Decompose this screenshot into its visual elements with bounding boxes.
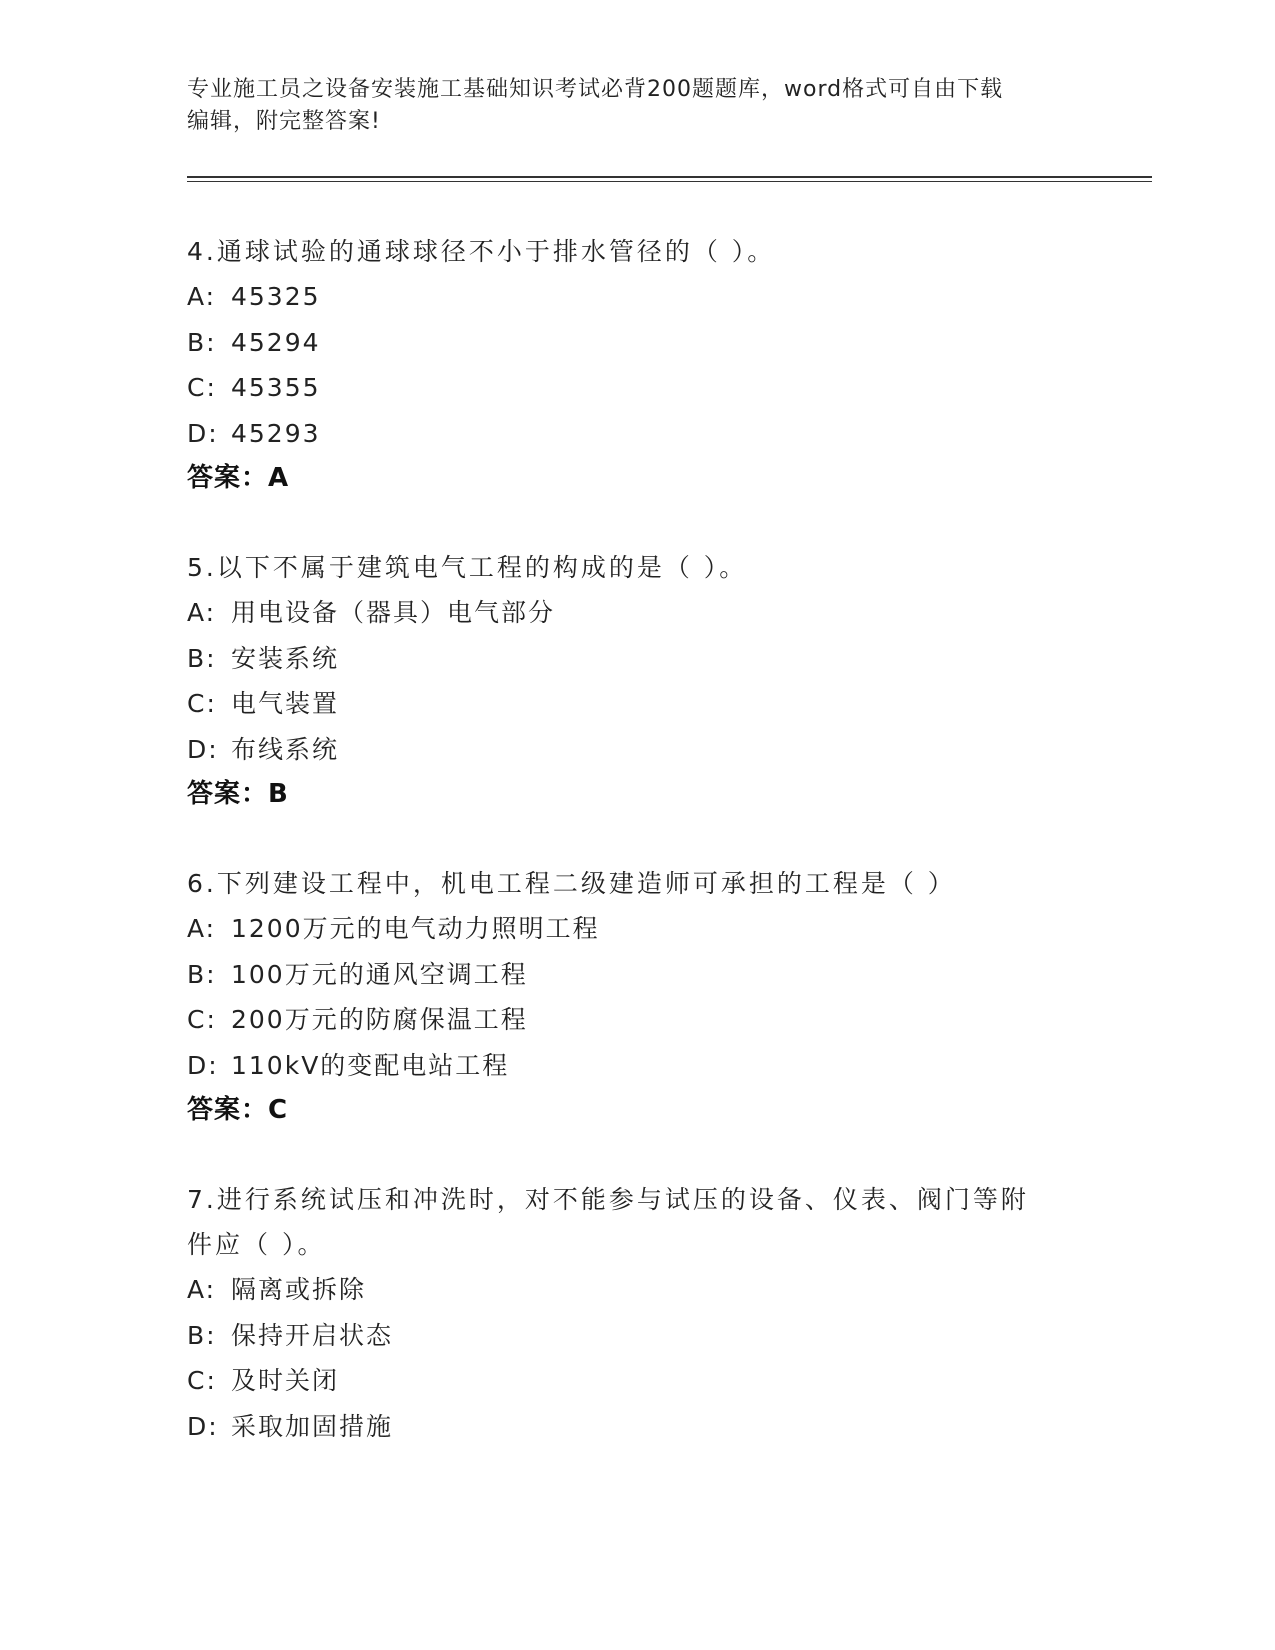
- option-letter: B:: [187, 959, 217, 989]
- option-letter: D:: [187, 1411, 219, 1441]
- header-divider-thick: [187, 176, 1152, 178]
- option-letter: C:: [187, 373, 217, 402]
- option-a: [187, 274, 1067, 320]
- answer-label: 答案：A: [187, 463, 290, 493]
- document-header: [187, 74, 1067, 138]
- option-text: 布线系统: [231, 734, 340, 764]
- question-5: [187, 546, 1067, 816]
- option-letter: B:: [187, 643, 217, 673]
- option-c: [187, 997, 1067, 1043]
- option-text: 安装系统: [231, 643, 340, 673]
- option-d: [187, 727, 1067, 773]
- answer-label: 答案：B: [187, 779, 289, 809]
- option-letter: B:: [187, 327, 217, 357]
- option-text: 及时关闭: [231, 1366, 340, 1395]
- option-letter: A:: [187, 914, 217, 943]
- question-4: [187, 230, 1067, 500]
- option-c: [187, 1358, 1067, 1404]
- option-letter: C:: [187, 1366, 217, 1395]
- question-stem: [187, 1177, 1067, 1267]
- option-letter: B:: [187, 1320, 217, 1350]
- option-text: 电气装置: [231, 689, 340, 718]
- option-text: 45325: [231, 282, 321, 311]
- option-text: 100万元的通风空调工程: [231, 959, 528, 989]
- option-text: 保持开启状态: [231, 1320, 394, 1350]
- option-letter: C:: [187, 1005, 217, 1034]
- option-d: [187, 1404, 1067, 1450]
- option-letter: A:: [187, 1275, 217, 1304]
- option-b: [187, 1313, 1067, 1359]
- question-stem-line-1: 7.进行系统试压和冲洗时，对不能参与试压的设备、仪表、阀门等附: [187, 1185, 1029, 1214]
- option-text: 用电设备（器具）电气部分: [231, 598, 556, 627]
- option-b: [187, 320, 1067, 366]
- option-b: [187, 636, 1067, 682]
- option-text: 采取加固措施: [231, 1411, 394, 1441]
- option-text: 45355: [231, 373, 321, 402]
- option-d: [187, 1043, 1067, 1089]
- question-stem: 4.通球试验的通球球径不小于排水管径的（ ）。: [187, 237, 776, 266]
- option-letter: C:: [187, 689, 217, 718]
- question-stem: 5.以下不属于建筑电气工程的构成的是（ ）。: [187, 553, 748, 582]
- question-stem: 6.下列建设工程中，机电工程二级建造师可承担的工程是（ ）: [187, 869, 956, 898]
- option-letter: A:: [187, 598, 217, 627]
- header-line-2: 编辑，附完整答案!: [187, 109, 381, 134]
- option-d: [187, 411, 1067, 457]
- option-b: [187, 952, 1067, 998]
- question-stem-line-2: 件应（ ）。: [187, 1230, 326, 1259]
- option-text: 200万元的防腐保温工程: [231, 1005, 528, 1034]
- option-letter: D:: [187, 418, 219, 448]
- answer-label: 答案：C: [187, 1095, 289, 1125]
- option-letter: D:: [187, 1050, 219, 1080]
- option-text: 45293: [231, 418, 321, 448]
- option-text: 110kV的变配电站工程: [231, 1050, 510, 1080]
- question-6: [187, 862, 1067, 1132]
- option-a: [187, 906, 1067, 952]
- header-line-1: 专业施工员之设备安装施工基础知识考试必背200题题库，word格式可自由下载: [187, 77, 1004, 102]
- option-text: 45294: [231, 327, 321, 357]
- option-c: [187, 681, 1067, 727]
- header-divider-thin: [187, 181, 1152, 182]
- option-letter: D:: [187, 734, 219, 764]
- option-text: 隔离或拆除: [231, 1275, 367, 1304]
- option-a: [187, 1267, 1067, 1313]
- question-7: [187, 1177, 1067, 1449]
- option-c: [187, 365, 1067, 411]
- option-a: [187, 590, 1067, 636]
- option-text: 1200万元的电气动力照明工程: [231, 914, 600, 943]
- option-letter: A:: [187, 282, 217, 311]
